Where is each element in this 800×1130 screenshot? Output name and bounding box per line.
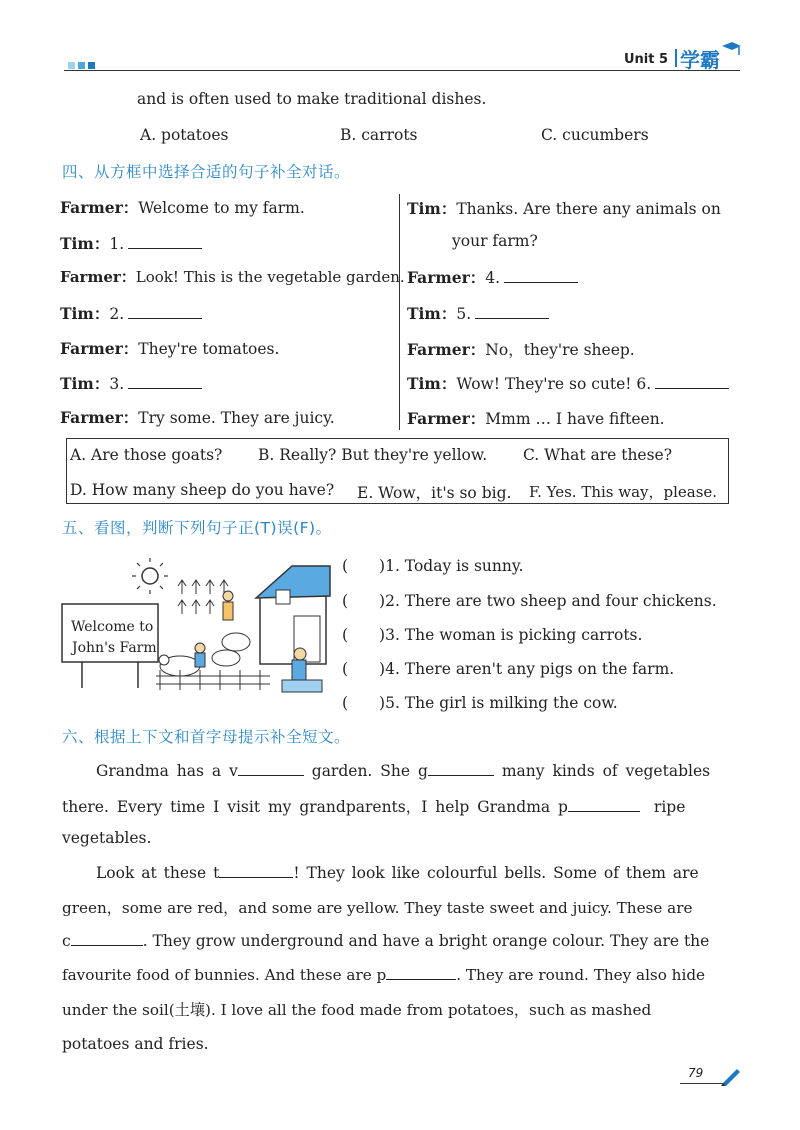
- top-option-c: C. cucumbers: [541, 126, 649, 144]
- top-option-b: B. carrots: [340, 126, 418, 144]
- option-a: A. Are those goats?: [70, 446, 223, 464]
- option-d: D. How many sheep do you have?: [70, 481, 335, 499]
- man-figure: [292, 648, 306, 680]
- answer-blank[interactable]: [655, 374, 729, 389]
- section-6-title: 六、根据上下文和首字母提示补全短文。: [62, 728, 351, 746]
- answer-blank[interactable]: [386, 965, 456, 980]
- passage-line-3: vegetables.: [62, 829, 152, 847]
- woman-figure: [223, 591, 233, 620]
- dialog-left-7: Farmer：Try some. They are juicy.: [60, 408, 335, 427]
- sun-icon: [132, 558, 168, 594]
- dialog-right-3: Farmer：4.: [407, 266, 578, 288]
- section-4-title: 四、从方框中选择合适的句子补全对话。: [62, 163, 351, 181]
- answer-blank[interactable]: [219, 863, 293, 878]
- passage-line-4: Look at these t ! They look like colourful bells. Some of them are: [96, 864, 699, 882]
- dialog-left-6: Tim：3.: [60, 372, 202, 394]
- dialog-left-1: Farmer：Welcome to my farm.: [60, 198, 305, 217]
- judge-item-5: ( )5. The girl is milking the cow.: [342, 694, 618, 712]
- answer-blank[interactable]: [128, 374, 202, 389]
- dialog-left-4: Tim：2.: [60, 302, 202, 324]
- dialog-right-1: Tim：Thanks. Are there any animals on: [407, 199, 721, 218]
- pen-icon: [720, 1066, 742, 1086]
- option-e: E. Wow，it's so big.: [357, 484, 512, 502]
- passage-line-8: under the soil(土壤). I love all the food made from potatoes，such as mashed: [62, 1001, 652, 1019]
- passage-line-5: green，some are red，and some are yellow. They taste sweet and juicy. These are: [62, 899, 693, 917]
- mortarboard-icon: [720, 40, 742, 58]
- dialog-left-5: Farmer：They're tomatoes.: [60, 339, 280, 358]
- answer-blank[interactable]: [128, 234, 202, 249]
- judge-item-3: ( )3. The woman is picking carrots.: [342, 626, 643, 644]
- passage-line-2: there. Every time I visit my grandparents，I help Grandma p ripe: [62, 798, 686, 816]
- dialog-right-5: Farmer：No，they're sheep.: [407, 340, 635, 359]
- answer-blank[interactable]: [568, 797, 640, 812]
- answer-blank[interactable]: [504, 268, 578, 283]
- option-c: C. What are these?: [523, 446, 673, 464]
- footer-rule: [680, 1083, 724, 1084]
- answer-blank[interactable]: [428, 761, 494, 776]
- brand-divider: [675, 49, 677, 67]
- dialog-left-3: Farmer：Look! This is the vegetable garden.: [60, 268, 405, 286]
- top-option-a: A. potatoes: [140, 126, 229, 144]
- header-rule: [64, 70, 740, 71]
- dialog-right-6: Tim：Wow! They're so cute! 6.: [407, 372, 729, 394]
- dialog-right-7: Farmer：Mmm … I have fifteen.: [407, 409, 665, 428]
- farm-sign-line-1: Welcome to: [71, 619, 154, 635]
- section-5-title: 五、看图，判断下列句子正(T)误(F)。: [62, 519, 332, 537]
- dialog-divider: [399, 194, 400, 430]
- answer-blank[interactable]: [475, 304, 549, 319]
- dialog-right-4: Tim：5.: [407, 302, 549, 324]
- brand-logo: 学霸: [680, 48, 720, 72]
- dialog-left-2: Tim：1.: [60, 232, 202, 254]
- dialog-right-2: your farm?: [452, 232, 538, 250]
- answer-blank[interactable]: [71, 931, 143, 946]
- passage-line-6: c . They grow underground and have a bright orange colour. They are the: [62, 932, 710, 950]
- passage-line-1: Grandma has a v garden. She g many kinds of vegetables: [96, 762, 711, 780]
- passage-line-9: potatoes and fries.: [62, 1035, 209, 1053]
- girl-figure: [195, 643, 205, 667]
- top-line: and is often used to make traditional dishes.: [137, 90, 487, 108]
- farm-sign-line-2: John's Farm: [72, 640, 157, 656]
- judge-item-4: ( )4. There aren't any pigs on the farm.: [342, 660, 675, 678]
- answer-blank[interactable]: [128, 304, 202, 319]
- answer-blank[interactable]: [238, 761, 304, 776]
- judge-item-1: ( )1. Today is sunny.: [342, 557, 524, 575]
- page-number: 79: [688, 1066, 704, 1080]
- option-b: B. Really? But they're yellow.: [258, 446, 488, 464]
- judge-item-2: ( )2. There are two sheep and four chickens.: [342, 592, 717, 610]
- passage-line-7: favourite food of bunnies. And these are p . They are round. They also hide: [62, 966, 706, 984]
- option-f: F. Yes. This way，please.: [529, 483, 718, 501]
- unit-label: Unit 5: [624, 52, 669, 67]
